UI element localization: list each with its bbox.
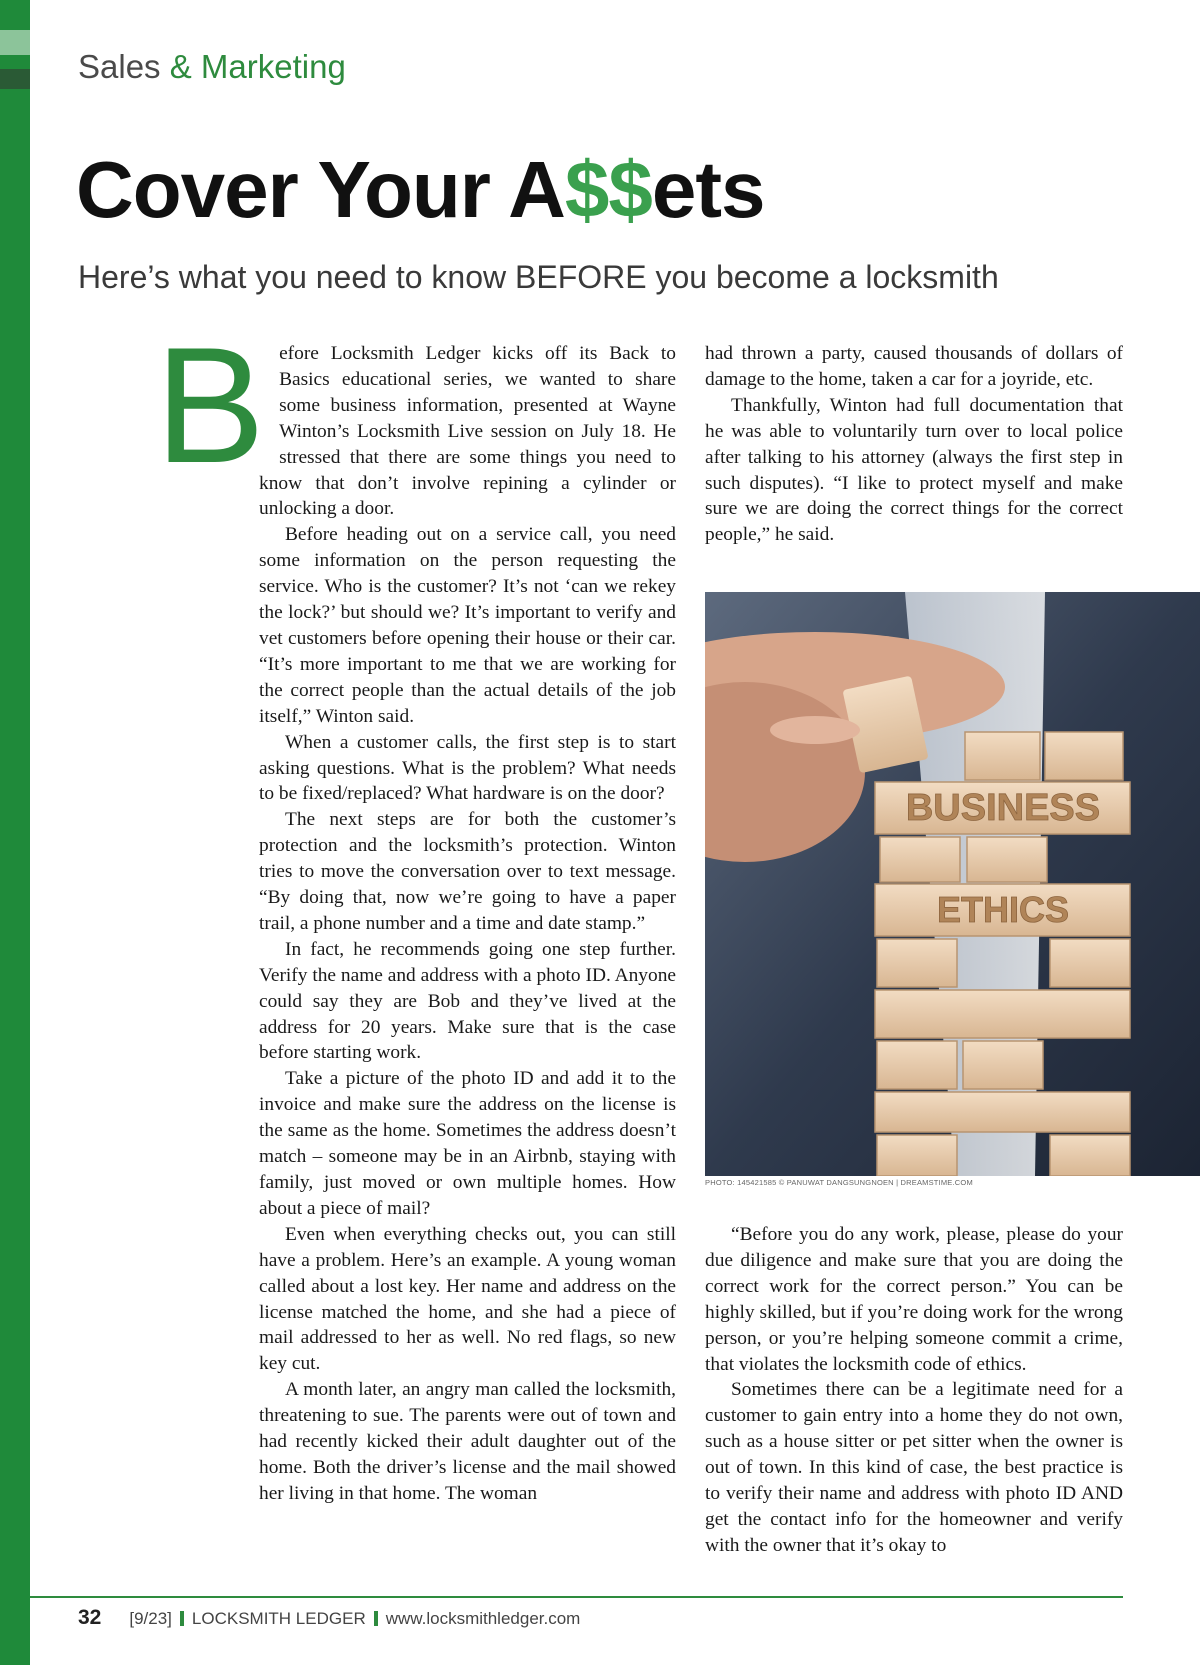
section-main: Sales xyxy=(78,48,161,85)
footer-separator xyxy=(374,1611,378,1626)
article-paragraph: The next steps are for both the customer’s protection and the locksmith’s protection. Winton tries to move the conversation over to text message. “By doing that, now we’re going to have a paper trail, a phone number and a time and date stamp.” xyxy=(259,809,676,934)
article-photo xyxy=(705,592,1200,1176)
page-footer xyxy=(78,1606,580,1630)
article-right-column-top xyxy=(705,341,1123,548)
accent-bar-dark-segment xyxy=(0,69,30,89)
block-word-ethics: ETHICS xyxy=(936,889,1070,930)
jenga-tower-illustration xyxy=(705,592,1200,1176)
article-paragraph: Take a picture of the photo ID and add it to the invoice and make sure the address on the license is the same as the home. Sometimes the address doesn’t match – someone may be in an Airbnb, staying with family, just moved or own multiple homes. How about a piece of mail? xyxy=(259,1068,676,1219)
photo-credit: PHOTO: 145421585 © PANUWAT DANGSUNGNOEN | DREAMSTIME.COM xyxy=(705,1178,973,1187)
thumb-shape xyxy=(770,716,860,744)
issue-date: [9/23] xyxy=(129,1609,172,1628)
paragraph-text: efore Locksmith Ledger kicks off its Back to Basics educational series, we wanted to share some business information, presented at Wayne Winton’s Locksmith Live session on July 18. He stressed that there are some things you need to know that don’t involve repining a cylinder or unlocking a door. xyxy=(259,343,676,520)
subheadline: Here’s what you need to know BEFORE you become a locksmith xyxy=(78,259,999,295)
article-paragraph: had thrown a party, caused thousands of dollars of damage to the home, taken a car for a joyride, etc. xyxy=(705,343,1123,390)
headline xyxy=(76,145,765,234)
left-accent-bar xyxy=(0,0,30,1665)
website-link[interactable]: www.locksmithledger.com xyxy=(385,1609,581,1628)
publication-name: LOCKSMITH LEDGER xyxy=(191,1609,366,1628)
footer-separator xyxy=(180,1611,184,1626)
article-paragraph: In fact, he recommends going one step further. Verify the name and address with a photo ID. Anyone could say they are Bob and they’ve lived at the address for 20 years. Make sure that is the case before starting work. xyxy=(259,938,676,1064)
drop-cap: B xyxy=(155,313,266,497)
article-paragraph: When a customer calls, the first step is to start asking questions. What is the problem? What needs to be fixed/replaced? What hardware is on the door? xyxy=(259,731,676,805)
article-paragraph: A month later, an angry man called the locksmith, threatening to sue. The parents were out of town and had recently kicked their adult daughter out of the home. Both the driver’s license and the mail showed her living in that home. The woman xyxy=(259,1379,676,1504)
article-paragraph: Sometimes there can be a legitimate need for a customer to gain entry into a home they do not own, such as a house sitter or pet sitter when the owner is out of town. In this kind of case, the best practice is to verify their name and address with photo ID AND get the contact info for the homeowner and verify with the owner that it’s okay to xyxy=(705,1379,1123,1556)
article-paragraph xyxy=(155,313,676,522)
section-label xyxy=(78,48,346,86)
article-paragraph: Before heading out on a service call, you need some information on the person requesting the service. Who is the customer? It’s not ‘can we rekey the lock?’ but should we? It’s important to verify and vet customers before opening their house or their car. “It’s more important to me that we are working for the correct people than the actual details of the job itself,” Winton said. xyxy=(259,524,676,727)
article-paragraph: Even when everything checks out, you can still have a problem. Here’s an example. A young woman called about a lost key. Her name and address on the license matched the home, and she had a piece of mail addressed to her as well. No red flags, so new key cut. xyxy=(259,1223,676,1375)
headline-part-2: ets xyxy=(651,145,765,234)
article-paragraph: Thankfully, Winton had full documentation that he was able to voluntarily turn over to local police after talking to his attorney (always the first step in such disputes). “I like to protect myself and make sure we are doing the correct things for the correct people,” he said. xyxy=(705,394,1123,546)
article-paragraph: “Before you do any work, please, please do your due diligence and make sure that you are doing the correct work for the correct person.” You can be highly skilled, but if you’re doing work for the wrong person, or you’re helping someone commit a crime, that violates the locksmith code of ethics. xyxy=(705,1224,1123,1375)
section-sub: & Marketing xyxy=(169,48,346,85)
headline-dollar-signs: $$ xyxy=(564,145,652,234)
article-right-column-bottom xyxy=(705,1222,1123,1559)
article-left-column xyxy=(155,313,676,1507)
footer-rule xyxy=(30,1596,1123,1598)
headline-part-1: Cover Your A xyxy=(76,145,565,234)
accent-bar-light-segment xyxy=(0,30,30,55)
block-word-business: BUSINESS xyxy=(905,787,1101,829)
page-number: 32 xyxy=(78,1606,102,1629)
